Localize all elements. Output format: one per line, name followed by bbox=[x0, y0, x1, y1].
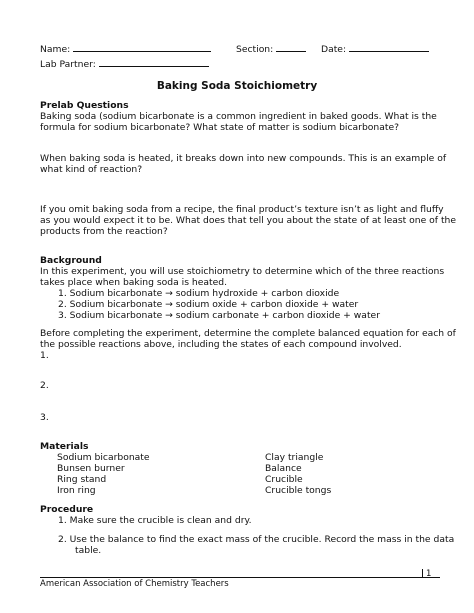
answer-1: 1. bbox=[40, 350, 49, 361]
footer-org: American Association of Chemistry Teachers bbox=[40, 579, 229, 589]
reaction-2: 2. Sodium bicarbonate → sodium oxide + carbon dioxide + water bbox=[58, 299, 359, 310]
lab-partner-field[interactable] bbox=[40, 57, 209, 70]
date-label: Date: bbox=[321, 44, 347, 55]
page-number: 1 bbox=[426, 569, 432, 579]
background-intro-line2: takes place when baking soda is heated. bbox=[40, 277, 228, 288]
date-field[interactable] bbox=[321, 42, 429, 55]
section-label: Section: bbox=[236, 44, 274, 55]
instruction-line2: the possible reactions above, including the states of each compound involved. bbox=[40, 339, 402, 350]
answer-2: 2. bbox=[40, 380, 49, 391]
page-title: Baking Soda Stoichiometry bbox=[156, 80, 318, 92]
materials-heading: Materials bbox=[40, 441, 89, 452]
prelab-q3-line2: as you would expect it to be. What does that tell you about the state of at least one of the bbox=[40, 215, 457, 226]
prelab-q3-line3: products from the reaction? bbox=[40, 226, 168, 237]
material-right-1: Clay triangle bbox=[265, 452, 324, 463]
name-label: Name: bbox=[40, 44, 71, 55]
lab-partner-input-line[interactable] bbox=[99, 57, 209, 67]
material-left-4: Iron ring bbox=[57, 485, 96, 496]
instruction-line1: Before completing the experiment, determine the complete balanced equation for each of bbox=[40, 328, 456, 339]
prelab-q2-line2: what kind of reaction? bbox=[40, 164, 143, 175]
reaction-3: 3. Sodium bicarbonate → sodium carbonate + carbon dioxide + water bbox=[58, 310, 380, 321]
material-right-4: Crucible tongs bbox=[265, 485, 332, 496]
name-input-line[interactable] bbox=[73, 42, 211, 52]
prelab-heading: Prelab Questions bbox=[40, 100, 129, 111]
answer-3: 3. bbox=[40, 412, 49, 423]
prelab-q1-line2: formula for sodium bicarbonate? What state of matter is sodium bicarbonate? bbox=[40, 122, 399, 133]
procedure-step-1: 1. Make sure the crucible is clean and dry. bbox=[58, 515, 252, 526]
prelab-q1-line1: Baking soda (sodium bicarbonate is a common ingredient in baked goods. What is the bbox=[40, 111, 437, 122]
prelab-q2-line1: When baking soda is heated, it breaks down into new compounds. This is an example of bbox=[40, 153, 447, 164]
material-left-1: Sodium bicarbonate bbox=[57, 452, 150, 463]
material-left-2: Bunsen burner bbox=[57, 463, 125, 474]
name-field[interactable] bbox=[40, 42, 211, 55]
background-intro-line1: In this experiment, you will use stoichiometry to determine which of the three reactions bbox=[40, 266, 445, 277]
material-right-3: Crucible bbox=[265, 474, 303, 485]
procedure-heading: Procedure bbox=[40, 504, 94, 515]
procedure-step-2-line2: table. bbox=[75, 545, 102, 556]
lab-partner-label: Lab Partner: bbox=[40, 59, 96, 70]
footer-rule bbox=[40, 577, 440, 578]
procedure-step-2-line1: 2. Use the balance to find the exact mass of the crucible. Record the mass in the data bbox=[58, 534, 455, 545]
prelab-q3-line1: If you omit baking soda from a recipe, the final product’s texture isn’t as light and fluffy bbox=[40, 204, 444, 215]
material-left-3: Ring stand bbox=[57, 474, 107, 485]
material-right-2: Balance bbox=[265, 463, 302, 474]
date-input-line[interactable] bbox=[349, 42, 429, 52]
section-input-line[interactable] bbox=[276, 42, 306, 52]
reaction-1: 1. Sodium bicarbonate → sodium hydroxide + carbon dioxide bbox=[58, 288, 340, 299]
background-heading: Background bbox=[40, 255, 102, 266]
section-field[interactable] bbox=[236, 42, 306, 55]
